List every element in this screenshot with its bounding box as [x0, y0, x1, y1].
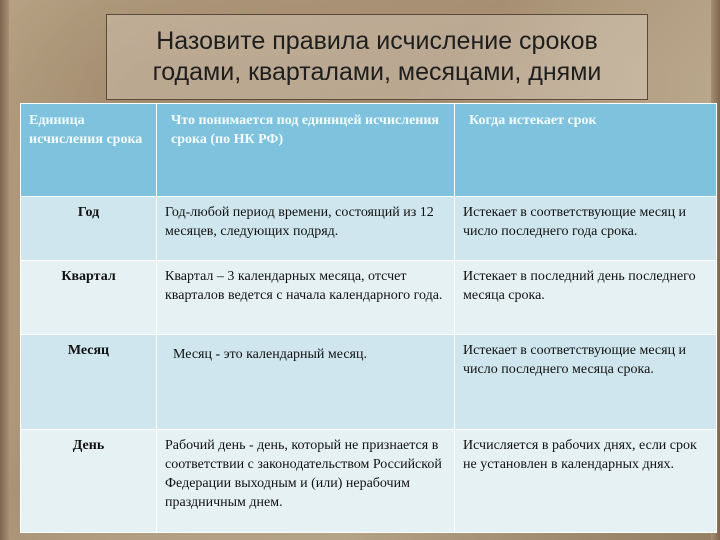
row-definition: Квартал – 3 календарных месяца, отсчет кварталов ведется с начала календарного года. — [157, 261, 455, 335]
row-unit: Квартал — [21, 261, 157, 335]
row-definition: Месяц - это календарный месяц. — [173, 347, 367, 362]
row-definition: Рабочий день - день, который не признается в соответствии с законодательством Российской Федерации выходным и (или) нерабочим праздничным днем. — [157, 430, 455, 533]
row-unit: Месяц — [21, 335, 157, 430]
title-box — [106, 14, 648, 100]
row-expiry: Истекает в соответствующие месяц и число последнего месяца срока. — [455, 335, 717, 430]
left-frame-border — [0, 0, 9, 540]
table-row — [21, 261, 717, 335]
header-unit: Единица исчисления срока — [21, 104, 157, 197]
row-unit: Год — [21, 197, 157, 261]
header-expiry: Когда истекает срок — [455, 104, 717, 197]
row-unit: День — [21, 430, 157, 533]
row-expiry: Истекает в последний день последнего месяца срока. — [455, 261, 717, 335]
header-definition: Что понимается под единицей исчисления срока (по НК РФ) — [157, 104, 455, 197]
terms-table — [20, 103, 717, 533]
row-definition: Год-любой период времени, состоящий из 12 месяцев, следующих подряд. — [157, 197, 455, 261]
row-expiry: Исчисляется в рабочих днях, если срок не установлен в календарных днях. — [455, 430, 717, 533]
table-row — [21, 335, 717, 430]
slide-title: Назовите правила исчисление сроков годами, кварталами, месяцами, днями — [152, 27, 602, 86]
table-header-row — [21, 104, 717, 197]
table-row — [21, 430, 717, 533]
table-row — [21, 197, 717, 261]
row-definition-cell — [157, 335, 455, 430]
row-expiry: Истекает в соответствующие месяц и число последнего года срока. — [455, 197, 717, 261]
